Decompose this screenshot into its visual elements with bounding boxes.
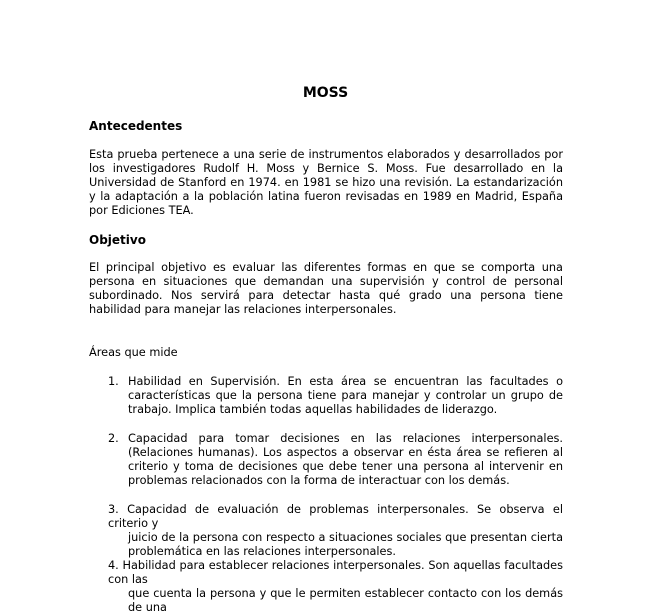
list-item-number: 1. (108, 375, 119, 388)
heading-antecedentes: Antecedentes (89, 119, 183, 133)
list-item-number: 2. (108, 432, 119, 445)
list-item-text: Habilidad en Supervisión. En esta área se encuentran las facultades o características que la persona tiene para manejar y controlar un grupo de trabajo. Implica también todas aquellas habilidades de liderazgo. (128, 375, 563, 416)
list-item-text: Capacidad para tomar decisiones en las relaciones interpersonales. (Relaciones humanas). Los aspectos a observar en ésta área se refieren al criterio y toma de decisiones que debe tener una persona al intervenir en problemas relacionados con la forma de interactuar con los demás. (128, 432, 563, 487)
paragraph-objetivo: El principal objetivo es evaluar las diferentes formas en que se comporta una persona en situaciones que demandan una supervisión y control de personal subordinado. Nos servirá para detectar hasta qué grado una persona tiene habilidad para manejar las relaciones interpersonales. (89, 261, 563, 316)
list-item-number: 4. (108, 559, 119, 572)
list-item-text: juicio de la persona con respecto a situaciones sociales que presentan cierta problemática en las relaciones interpersonales. (128, 531, 563, 558)
list-item (108, 559, 563, 615)
list-item-text: que cuenta la persona y que le permiten establecer contacto con los demás de una (128, 587, 563, 614)
list-item (108, 432, 563, 488)
list-item (108, 375, 563, 417)
heading-objetivo: Objetivo (89, 233, 146, 247)
list-item-first-line: Habilidad para establecer relaciones interpersonales. Son aquellas facultades con las (108, 559, 563, 586)
heading-areas: Áreas que mide (89, 346, 178, 359)
paragraph-antecedentes: Esta prueba pertenece a una serie de instrumentos elaborados y desarrollados por los investigadores Rudolf H. Moss y Bernice S. Moss. Fue desarrollado en la Universidad de Stanford en 1974. en 1981 se hizo una revisión. La estandarización y la adaptación a la población latina fueron revisadas en 1989 en Madrid, España por Ediciones TEA. (89, 148, 563, 217)
document-title: MOSS (302, 85, 349, 101)
list-item-first-line: Capacidad de evaluación de problemas interpersonales. Se observa el criterio y (108, 503, 563, 530)
list-item-number: 3. (108, 503, 119, 516)
list-item (108, 503, 563, 559)
